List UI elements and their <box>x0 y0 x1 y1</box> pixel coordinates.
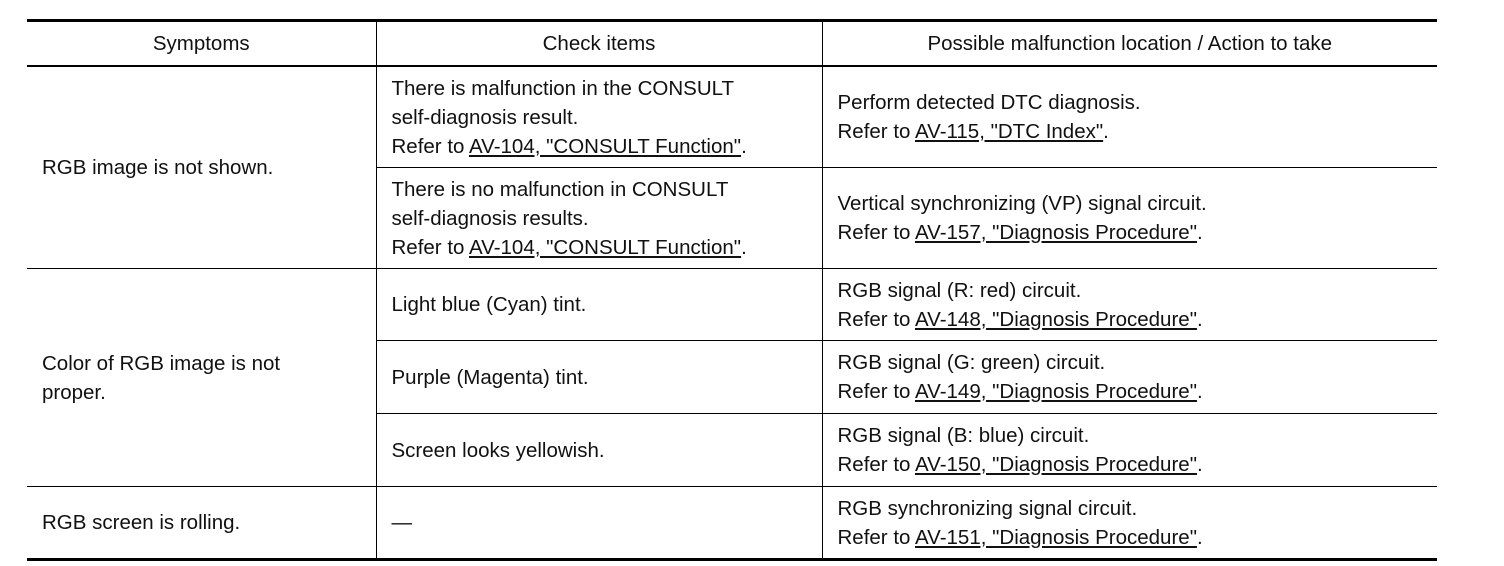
action-cell <box>822 414 1437 487</box>
refer-to-text: Refer to <box>391 235 469 259</box>
header-check-items: Check items <box>376 21 822 67</box>
table-row <box>27 66 1437 168</box>
check-item-cell <box>376 487 822 560</box>
check-item-text: Light blue (Cyan) tint. <box>391 293 587 316</box>
check-item-cell <box>376 66 822 168</box>
check-item-cell <box>376 168 822 269</box>
action-cell <box>822 341 1437 414</box>
action-text: RGB synchronizing signal circuit. <box>837 496 1138 520</box>
reference-link[interactable]: AV-104, "CONSULT Function" <box>469 134 742 158</box>
action-cell <box>822 66 1437 168</box>
refer-to-text: Refer to <box>837 307 915 331</box>
reference-link[interactable]: AV-157, "Diagnosis Procedure" <box>915 221 1197 244</box>
refer-to-text: Refer to <box>837 221 915 244</box>
symptom-cell <box>27 66 376 269</box>
header-symptoms: Symptoms <box>27 21 376 67</box>
action-reference <box>838 523 1423 552</box>
refer-to-text: Refer to <box>837 380 915 403</box>
reference-period: . <box>741 235 747 259</box>
reference-link[interactable]: AV-148, "Diagnosis Procedure" <box>915 307 1197 331</box>
table-row <box>27 487 1437 560</box>
action-cell <box>822 269 1437 341</box>
symptom-text: RGB image is not shown. <box>42 156 274 179</box>
symptom-text: proper. <box>42 380 106 404</box>
reference-link[interactable]: AV-150, "Diagnosis Procedure" <box>915 453 1197 476</box>
symptom-text: Color of RGB image is not <box>42 351 281 375</box>
check-item-text: There is no malfunction in CONSULT <box>391 177 729 201</box>
action-text: RGB signal (G: green) circuit. <box>837 351 1106 374</box>
action-text: Perform detected DTC diagnosis. <box>837 91 1141 114</box>
reference-period: . <box>1196 453 1203 476</box>
action-reference <box>838 450 1423 479</box>
check-item-text: Screen looks yellowish. <box>391 438 605 462</box>
check-item-text: — <box>391 511 412 534</box>
reference-link[interactable]: AV-115, "DTC Index" <box>915 120 1104 143</box>
symptom-cell <box>27 487 376 560</box>
reference-link[interactable]: AV-149, "Diagnosis Procedure" <box>915 380 1197 403</box>
action-reference <box>838 305 1423 334</box>
check-item-cell <box>376 341 822 414</box>
refer-to-text: Refer to <box>837 120 915 143</box>
reference-period: . <box>741 134 747 158</box>
action-reference <box>838 117 1423 146</box>
check-item-cell <box>376 414 822 487</box>
check-item-reference <box>392 233 807 262</box>
action-reference <box>838 377 1423 406</box>
action-text: Vertical synchronizing (VP) signal circuit. <box>837 192 1207 215</box>
symptom-cell <box>27 269 376 487</box>
refer-to-text: Refer to <box>391 134 469 158</box>
check-item-text: self-diagnosis result. <box>391 105 579 129</box>
table-header-row <box>27 21 1437 67</box>
diagnosis-table <box>27 19 1437 561</box>
reference-period: . <box>1196 525 1203 549</box>
reference-period: . <box>1196 307 1203 331</box>
refer-to-text: Refer to <box>837 453 915 476</box>
check-item-reference <box>392 132 807 161</box>
action-cell <box>822 487 1437 560</box>
refer-to-text: Refer to <box>837 525 915 549</box>
action-text: RGB signal (R: red) circuit. <box>837 278 1082 302</box>
table-row <box>27 269 1437 341</box>
check-item-text: Purple (Magenta) tint. <box>391 365 589 389</box>
action-text: RGB signal (B: blue) circuit. <box>837 424 1090 447</box>
reference-period: . <box>1196 221 1203 244</box>
reference-period: . <box>1196 380 1203 403</box>
action-cell <box>822 168 1437 269</box>
header-action: Possible malfunction location / Action to take <box>822 21 1437 67</box>
check-item-text: self-diagnosis results. <box>391 206 589 230</box>
symptom-text: RGB screen is rolling. <box>42 511 241 534</box>
action-reference <box>838 218 1423 247</box>
check-item-text: There is malfunction in the CONSULT <box>391 76 735 100</box>
reference-link[interactable]: AV-104, "CONSULT Function" <box>469 235 742 259</box>
reference-period: . <box>1103 120 1109 143</box>
reference-link[interactable]: AV-151, "Diagnosis Procedure" <box>915 525 1197 549</box>
check-item-cell <box>376 269 822 341</box>
